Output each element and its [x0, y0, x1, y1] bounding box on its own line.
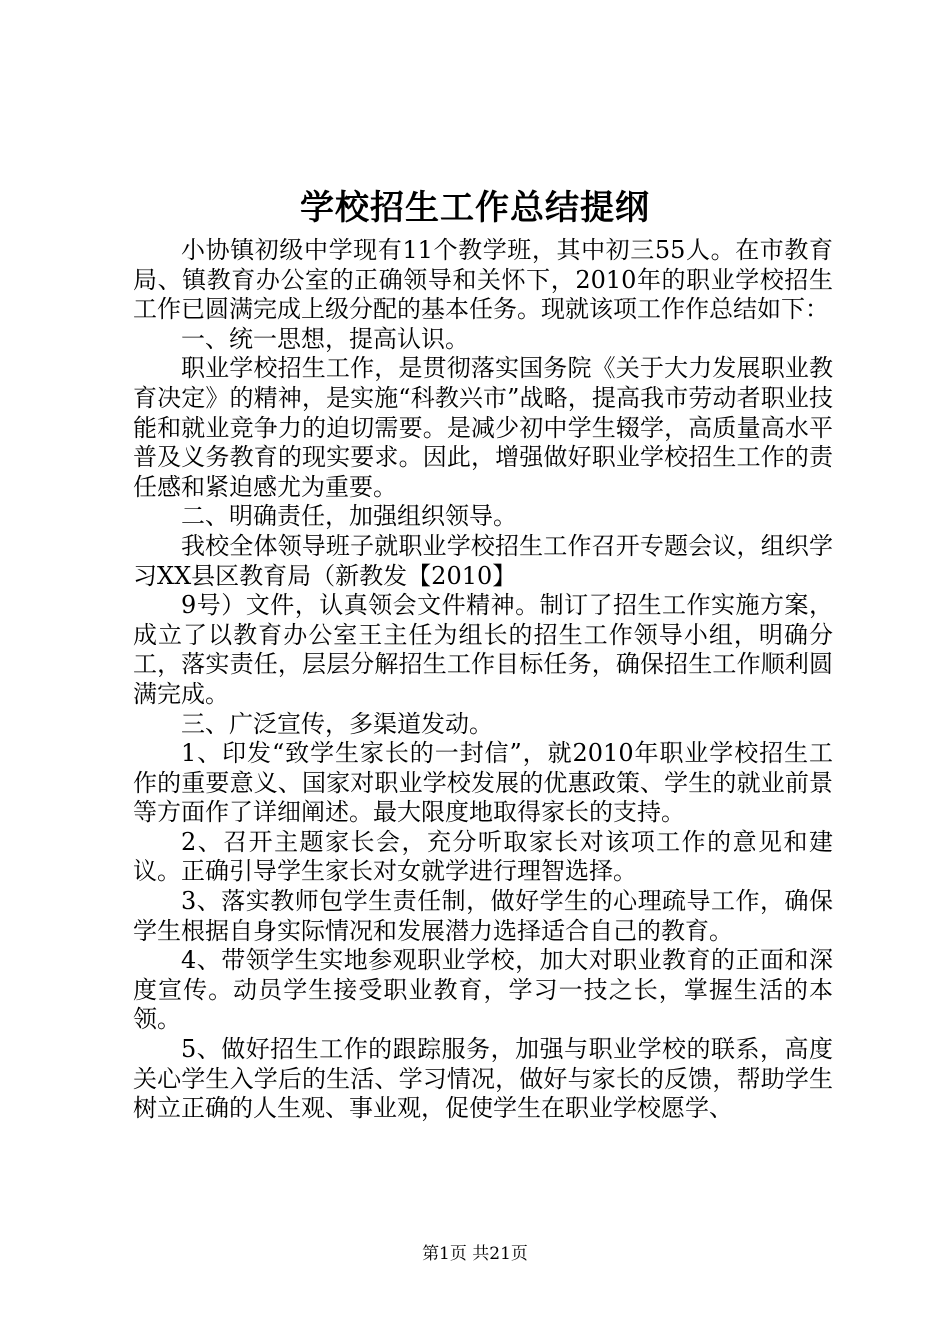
list-item-5: 5、做好招生工作的跟踪服务，加强与职业学校的联系，高度关心学生入学后的生活、学习情况，做好与家长的反馈，帮助学生树立正确的人生观、事业观，促使学生在职业学校愿学、 [133, 1035, 833, 1123]
section-heading-1: 一、统一思想，提高认识。 [181, 324, 469, 353]
list-item-2: 2、召开主题家长会，充分听取家长对该项工作的意见和建议。正确引导学生家长对女就学进行理智选择。 [133, 827, 833, 886]
list-item-4: 4、带领学生实地参观职业学校，加大对职业教育的正面和深度宣传。动员学生接受职业教育，学习一技之长，掌握生活的本领。 [133, 946, 833, 1034]
list-item-1: 1、印发“致学生家长的一封信”，就2010年职业学校招生工作的重要意义、国家对职业学校发展的优惠政策、学生的就业前景等方面作了详细阐述。最大限度地取得家长的支持。 [133, 739, 833, 827]
section-heading-3: 三、广泛宣传，多渠道发动。 [181, 709, 493, 738]
section-heading-2: 二、明确责任，加强组织领导。 [181, 502, 517, 531]
paragraph-section-1: 职业学校招生工作，是贯彻落实国务院《关于大力发展职业教育决定》的精神，是实施“科教兴市”战略，提高我市劳动者职业技能和就业竞争力的迫切需要。是减少初中学生辍学，高质量高水平普及义务教育的现实要求。因此，增强做好职业学校招生工作的责任感和紧迫感尤为重要。 [133, 354, 833, 501]
page-number-footer: 第1页 共21页 [422, 1244, 528, 1264]
list-item-3: 3、落实教师包学生责任制，做好学生的心理疏导工作，确保学生根据自身实际情况和发展潜力选择适合自己的教育。 [133, 887, 833, 945]
paragraph-section-2b: 9号）文件，认真领会文件精神。制订了招生工作实施方案，成立了以教育办公室王主任为组长的招生工作领导小组，明确分工，落实责任，层层分解招生工作目标任务，确保招生工作顺利圆满完成。 [133, 591, 833, 708]
document-body [133, 236, 833, 1124]
paragraph-section-2a: 我校全体领导班子就职业学校招生工作召开专题会议，组织学习XX县区教育局（新教发【2010】 [133, 531, 833, 590]
document-title: 学校招生工作总结提纲 [300, 188, 650, 228]
paragraph-intro: 小协镇初级中学现有11个教学班，其中初三55人。在市教育局、镇教育办公室的正确领导和关怀下，2010年的职业学校招生工作已圆满完成上级分配的基本任务。现就该项工作作总结如下： [133, 236, 833, 324]
